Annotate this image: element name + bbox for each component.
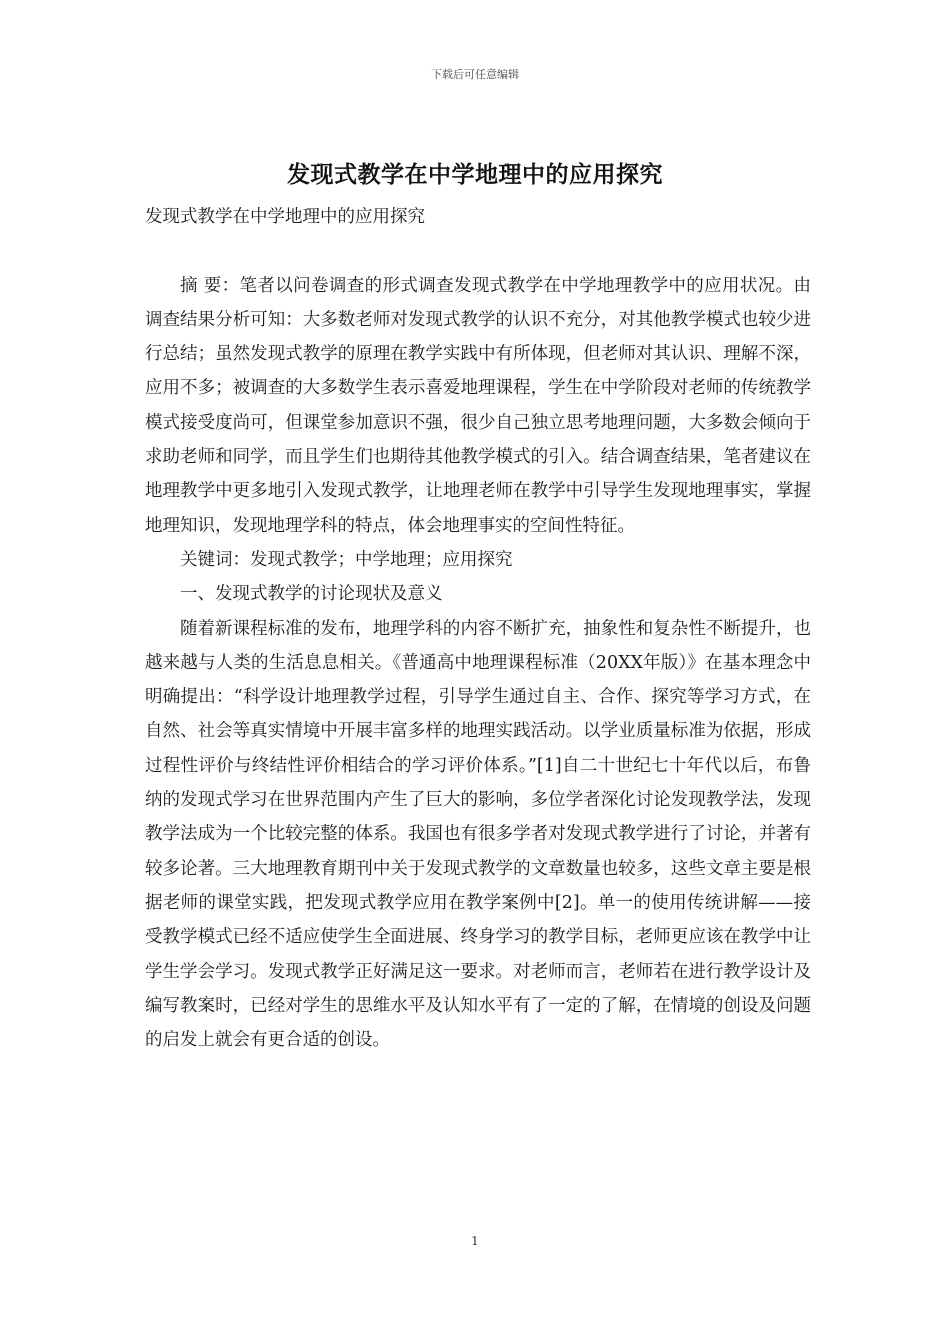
header-note: 下载后可任意编辑 bbox=[431, 68, 519, 81]
document-subtitle: 发现式教学在中学地理中的应用探究 bbox=[145, 207, 425, 227]
keywords-line: 关键词：发现式教学；中学地理；应用探究 bbox=[180, 549, 513, 570]
blank-line bbox=[145, 234, 811, 268]
abstract-paragraph: 摘 要：笔者以问卷调查的形式调查发现式教学在中学地理教学中的应用状况。由调查结果分析可知：大多数老师对发现式教学的认识不充分，对其他教学模式也较少进行总结；虽然发现式教学的原理在教学实践中有所体现，但老师对其认识、理解不深，应用不多；被调查的大多数学生表示喜爱地理课程，学生在中学阶段对老师的传统教学模式接受度尚可，但课堂参加意识不强，很少自己独立思考地理问题，大多数会倾向于求助老师和同学，而且学生们也期待其他教学模式的引入。结合调查结果，笔者建议在地理教学中更多地引入发现式教学，让地理老师在教学中引导学生发现地理事实，掌握地理知识，发现地理学科的特点，体会地理事实的空间性特征。 bbox=[145, 275, 811, 536]
document-body bbox=[145, 200, 811, 1057]
page-number: 1 bbox=[471, 1234, 479, 1248]
document-title: 发现式教学在中学地理中的应用探究 bbox=[287, 161, 663, 188]
section-heading: 一、发现式教学的讨论现状及意义 bbox=[180, 584, 443, 605]
body-paragraph: 随着新课程标准的发布，地理学科的内容不断扩充，抽象性和复杂性不断提升，也越来越与人类的生活息息相关。《普通高中地理课程标准（20XX年版）》在基本理念中明确提出：“科学设计地理教学过程，引导学生通过自主、合作、探究等学习方式，在自然、社会等真实情境中开展丰富多样的地理实践活动。以学业质量标准为依据，形成过程性评价与终结性评价相结合的学习评价体系。”[1]自二十世纪七十年代以后，布鲁纳的发现式学习在世界范围内产生了巨大的影响，多位学者深化讨论发现教学法，发现教学法成为一个比较完整的体系。我国也有很多学者对发现式教学进行了讨论，并著有较多论著。三大地理教育期刊中关于发现式教学的文章数量也较多，这些文章主要是根据老师的课堂实践，把发现式教学应用在教学案例中[2]。单一的使用传统讲解——接受教学模式已经不适应使学生全面进展、终身学习的教学目标，老师更应该在教学中让学生学会学习。发现式教学正好满足这一要求。对老师而言，老师若在进行教学设计及编写教案时，已经对学生的思维水平及认知水平有了一定的了解，在情境的创设及问题的启发上就会有更合适的创设。 bbox=[145, 618, 811, 1051]
